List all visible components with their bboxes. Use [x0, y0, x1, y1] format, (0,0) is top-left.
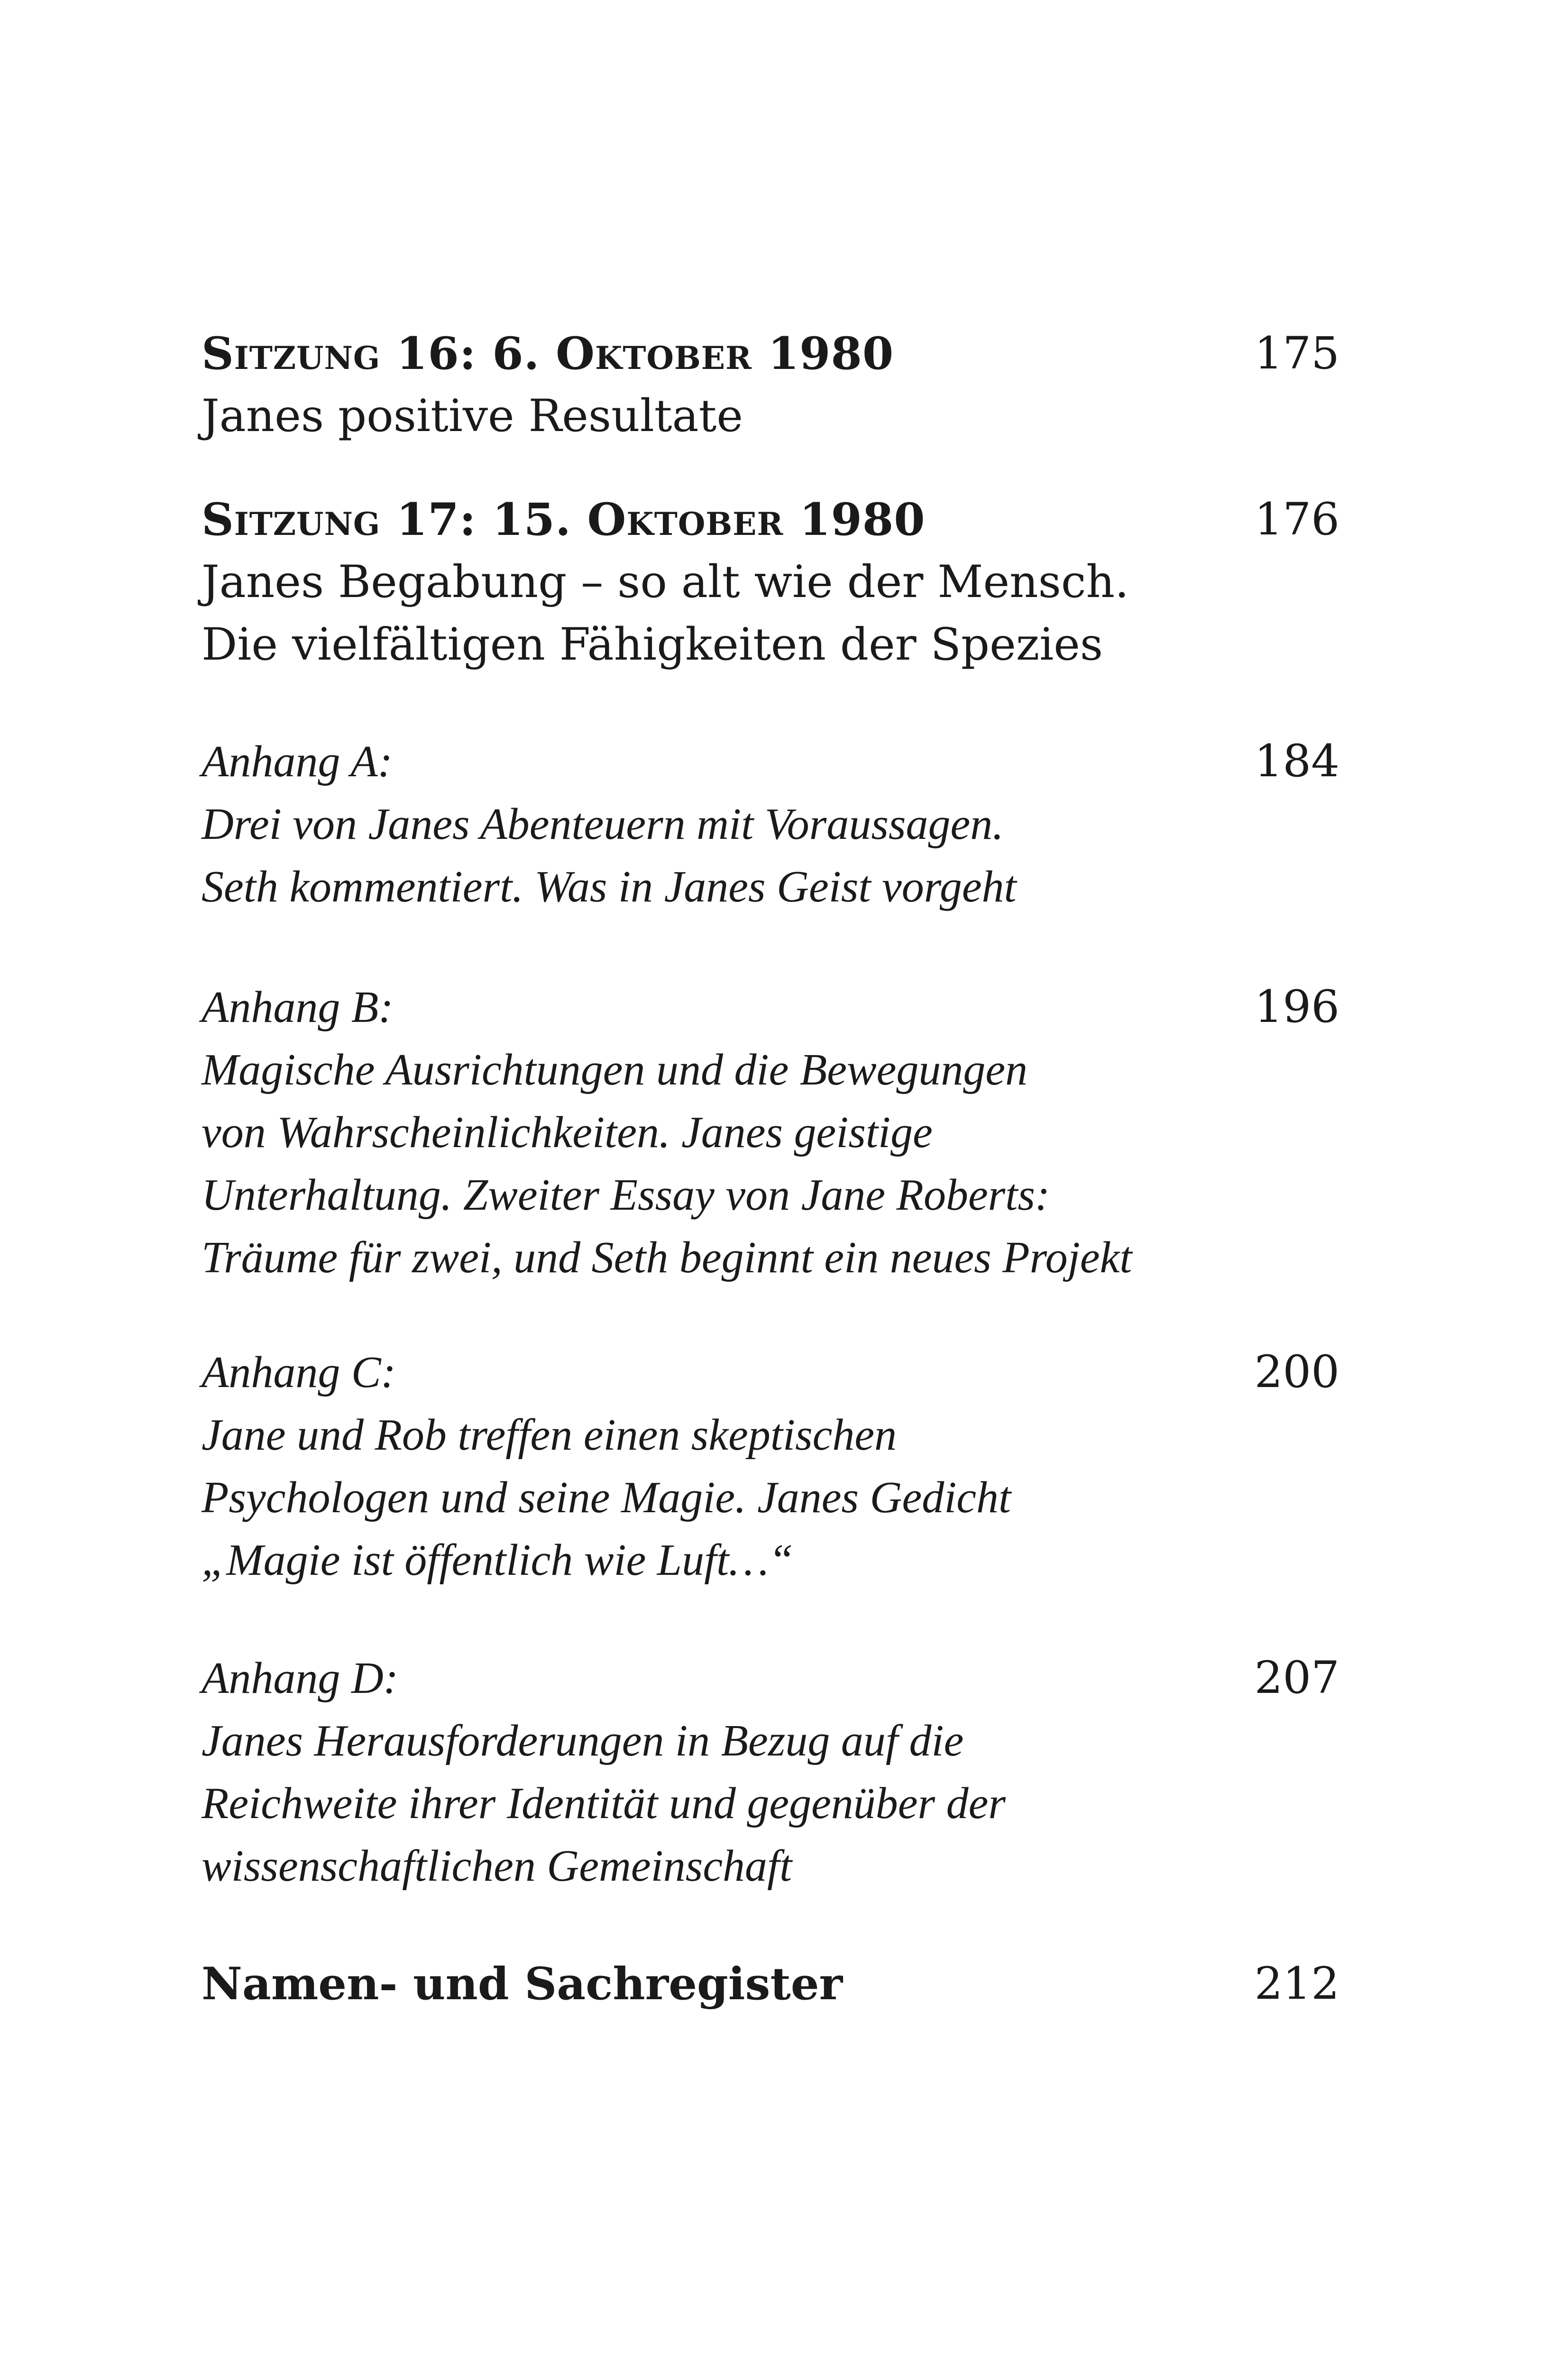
toc-entry-page-number: 176 — [1254, 494, 1339, 545]
toc-entry-description-line: Janes Begabung – so alt wie der Mensch. — [202, 556, 1129, 608]
toc-entry-description-line: Janes positive Resultate — [202, 390, 743, 442]
toc-entry-register — [202, 1953, 1339, 2015]
toc-entry-sitzung-16 — [202, 322, 1339, 448]
toc-entry-description-line: Seth kommentiert. Was in Janes Geist vorgeht — [202, 862, 1017, 911]
toc-entry-heading-row — [202, 322, 1339, 385]
toc-entry-title: Anhang B: — [202, 983, 394, 1032]
toc-entry-description — [202, 1709, 1339, 1897]
toc-entry-page-number: 175 — [1254, 328, 1339, 379]
toc-entry-description-line: Magische Ausrichtungen und die Bewegungen — [202, 1045, 1028, 1094]
toc-entry-anhang-c — [202, 1341, 1339, 1591]
toc-entry-anhang-a — [202, 730, 1339, 918]
toc-entry-heading-row — [202, 1647, 1339, 1709]
toc-entry-page-number: 196 — [1254, 981, 1339, 1033]
toc-entry-heading-row — [202, 976, 1339, 1038]
toc-entry-description-line: „Magie ist öffentlich wie Luft…“ — [202, 1535, 794, 1585]
toc-entry-sitzung-17 — [202, 488, 1339, 676]
toc-entry-page-number: 184 — [1254, 735, 1339, 787]
toc-entry-description — [202, 1038, 1339, 1289]
toc-entry-description-line: Die vielfältigen Fähigkeiten der Spezies — [202, 619, 1103, 671]
toc-entry-description-line: Janes Herausforderungen in Bezug auf die — [202, 1716, 964, 1765]
toc-entry-description-line: Jane und Rob treffen einen skeptischen — [202, 1410, 897, 1460]
toc-entry-title: Anhang C: — [202, 1348, 396, 1397]
toc-entry-description-line: Träume für zwei, und Seth beginnt ein neues Projekt — [202, 1233, 1132, 1282]
toc-entry-heading-row — [202, 1953, 1339, 2015]
toc-entry-description-line: Reichweite ihrer Identität und gegenüber der — [202, 1779, 1006, 1828]
toc-entry-page-number: 207 — [1254, 1652, 1339, 1704]
toc-entry-description — [202, 385, 1339, 448]
toc-entry-page-number: 212 — [1254, 1958, 1339, 2010]
toc-entry-title: Sitzung 17: 15. Oktober 1980 — [202, 494, 926, 546]
toc-entry-description — [202, 551, 1339, 676]
toc-entry-title: Sitzung 16: 6. Oktober 1980 — [202, 328, 894, 380]
toc-entry-heading-row — [202, 1341, 1339, 1404]
toc-entry-description — [202, 793, 1339, 918]
toc-entry-heading-row — [202, 488, 1339, 551]
toc-entry-title: Anhang D: — [202, 1654, 399, 1703]
toc-entry-description-line: Unterhaltung. Zweiter Essay von Jane Roberts: — [202, 1170, 1050, 1220]
toc-entry-description-line: von Wahrscheinlichkeiten. Janes geistige — [202, 1108, 933, 1157]
toc-entry-title: Anhang A: — [202, 737, 393, 786]
toc-entry-heading-row — [202, 730, 1339, 793]
toc-entry-description-line: Drei von Janes Abenteuern mit Voraussagen. — [202, 800, 1004, 849]
toc-entry-page-number: 200 — [1254, 1346, 1339, 1398]
toc-entry-description-line: Psychologen und seine Magie. Janes Gedicht — [202, 1473, 1011, 1522]
toc-entry-description-line: wissenschaftlichen Gemeinschaft — [202, 1841, 792, 1891]
toc-entry-anhang-b — [202, 976, 1339, 1289]
toc-entry-title: Namen- und Sachregister — [202, 1958, 843, 2010]
toc-entry-anhang-d — [202, 1647, 1339, 1897]
toc-entry-description — [202, 1404, 1339, 1591]
